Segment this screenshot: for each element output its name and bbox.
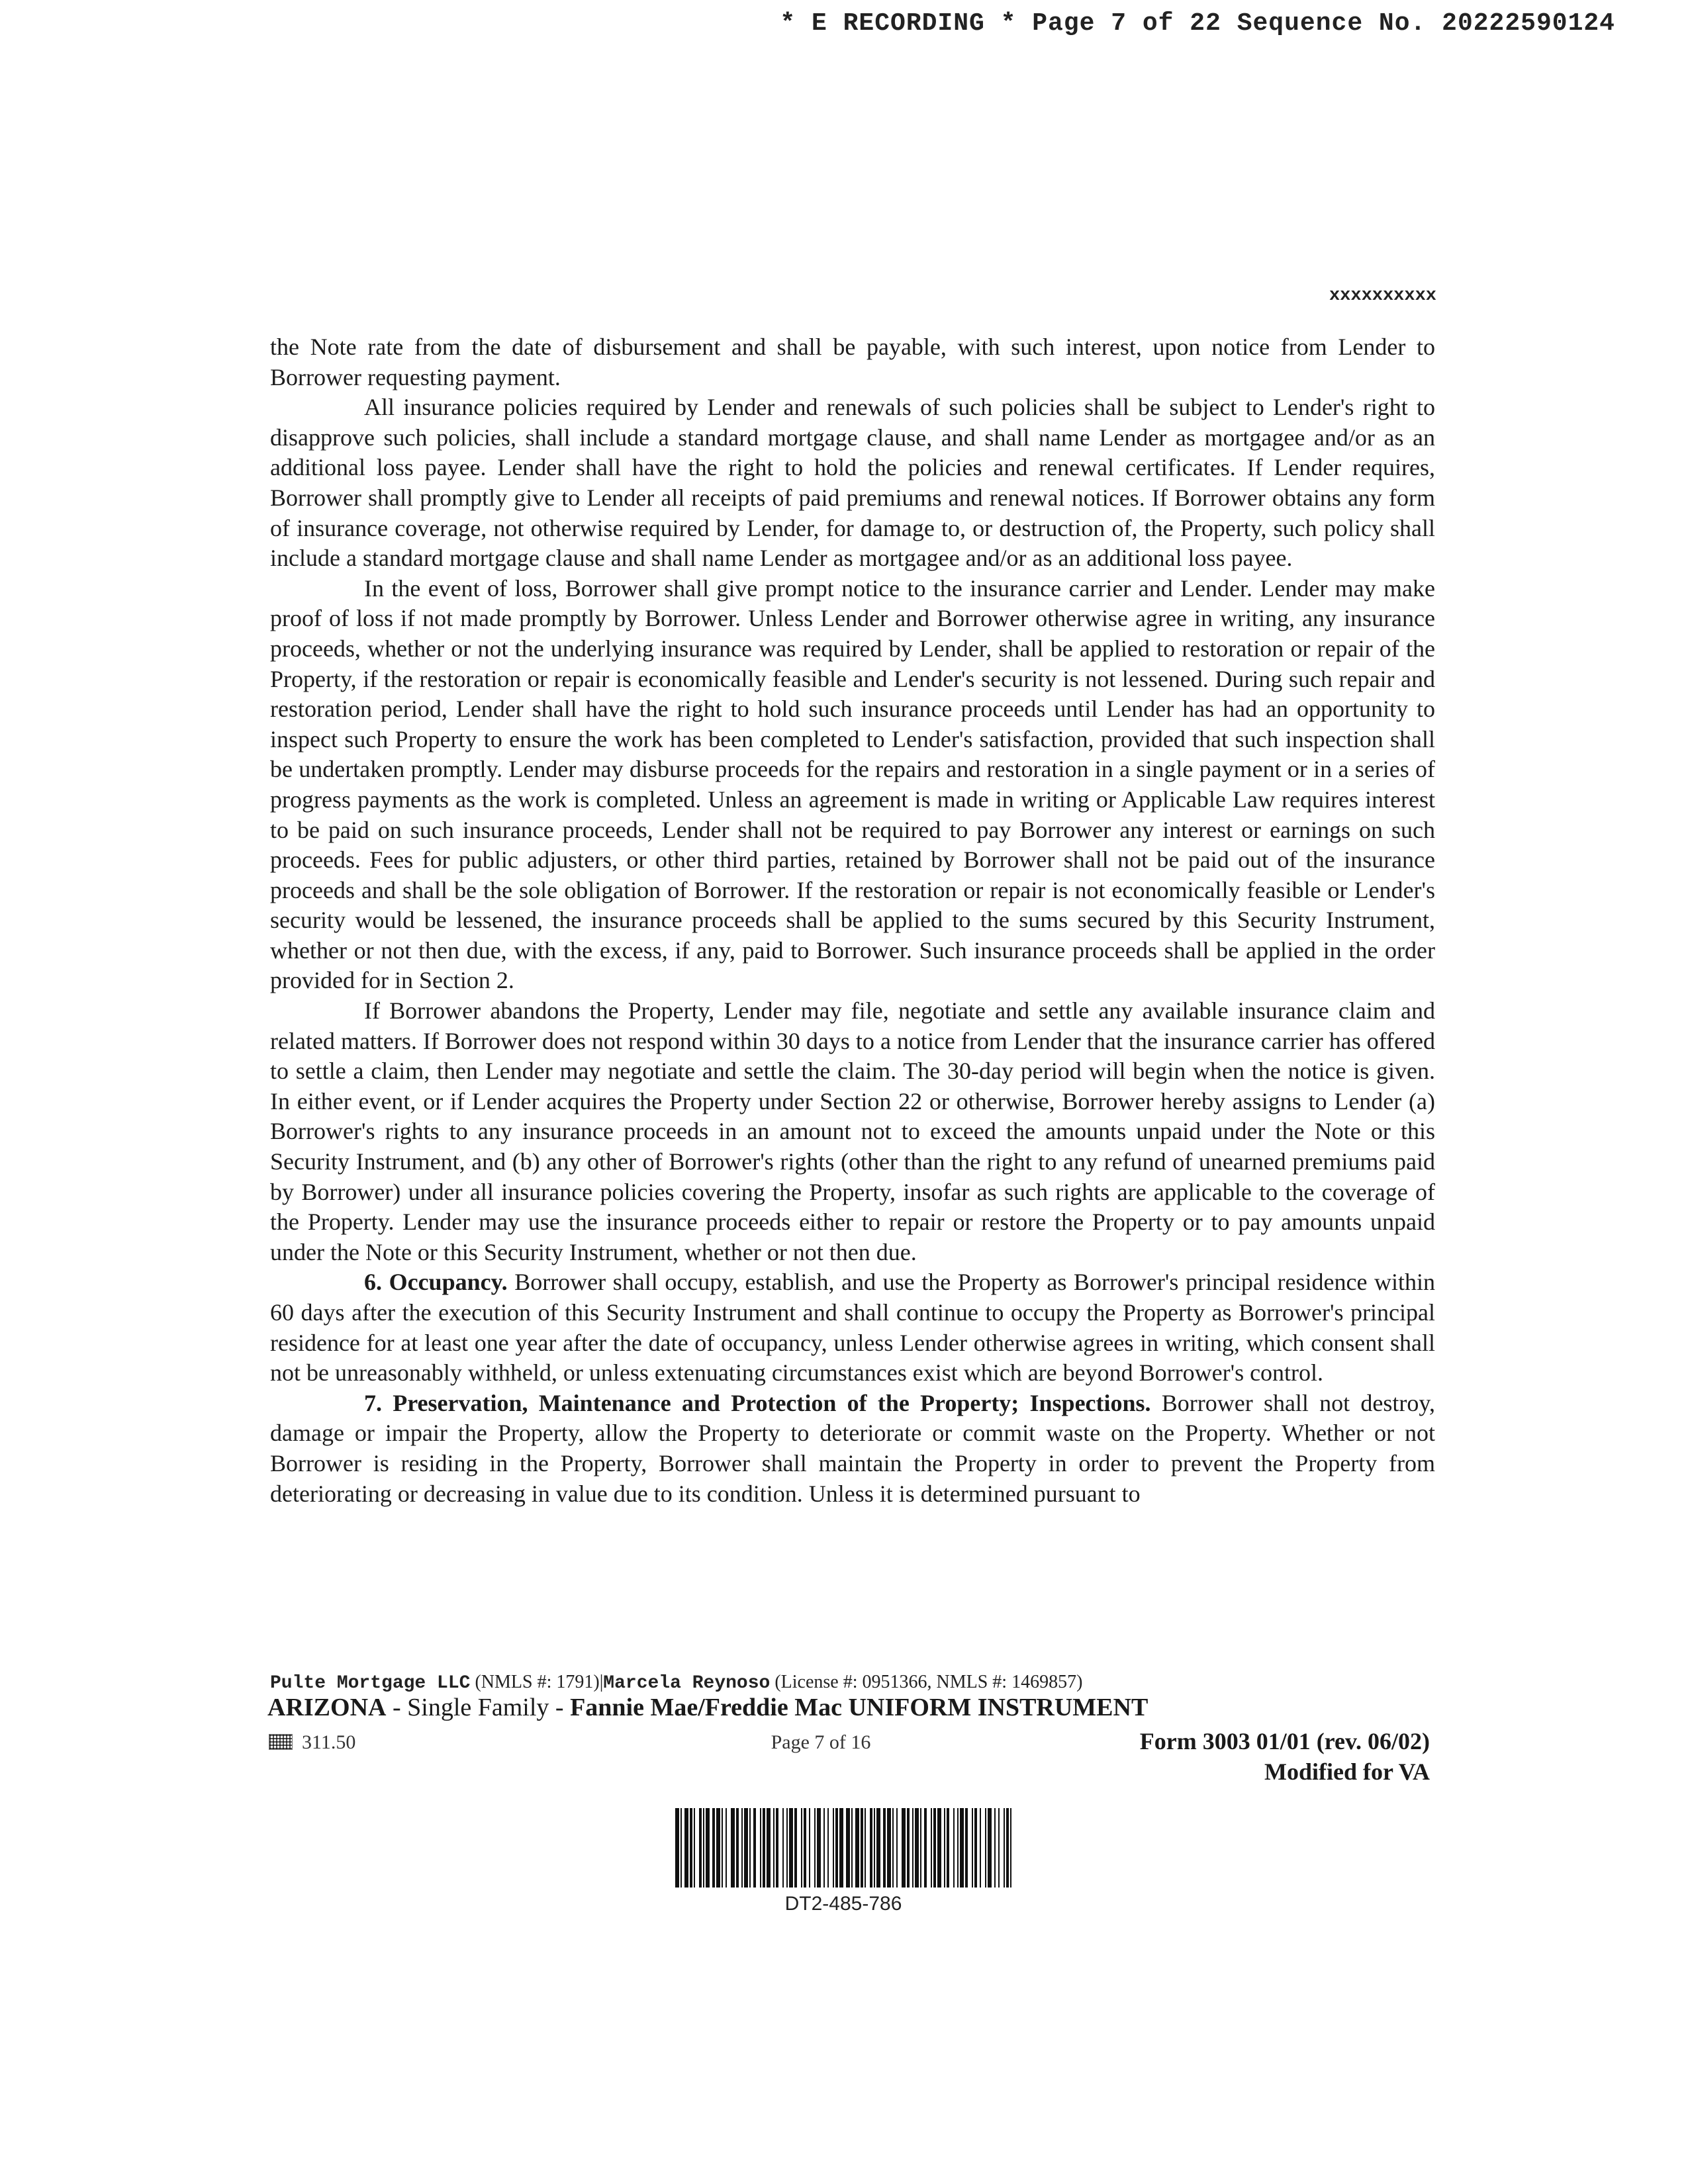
recording-header: * E RECORDING * Page 7 of 22 Sequence No. 20222590124 — [780, 9, 1615, 38]
footer-lender-line — [270, 1672, 1329, 1694]
originator-name: Marcela Reynoso — [603, 1673, 771, 1694]
form-name: Fannie Mae/Freddie Mac UNIFORM INSTRUMENT — [570, 1694, 1149, 1721]
barcode — [675, 1808, 1011, 1888]
barcode-text: DT2-485-786 — [784, 1893, 902, 1915]
page-number: Page 7 of 16 — [771, 1731, 871, 1753]
paragraph-text: Borrower shall not destroy, damage or impair the Property, allow the Property to deteriorate or commit waste on the Property. Whether or not Borrower is residing in the Property, Borrower shall maintain the Property in order to prevent the Property from deteriorating or decreasing in value due to its condition. Unless it is determined pursuant to — [270, 1389, 1435, 1507]
paragraph-text: If Borrower abandons the Property, Lender may file, negotiate and settle any available insurance claim and related matters. If Borrower does not respond within 30 days to a notice from Lender that the insurance carrier has offered to settle a claim, then Lender may negotiate and settle the claim. The 30-day period will begin when the notice is given. In either event, or if Lender acquires the Property under Section 22 or otherwise, Borrower hereby assigns to Lender (a) Borrower's rights to any insurance proceeds in an amount not to exceed the amounts unpaid under the Note or this Security Instrument, and (b) any other of Borrower's rights (other than the right to any refund of unearned premiums paid by Borrower) under all insurance policies covering the Property, insofar as such rights are applicable to the coverage of the Property. Lender may use the insurance proceeds either to repair or restore the Property or to pay amounts unpaid under the Note or this Security Instrument, whether or not then due. — [270, 997, 1435, 1265]
section-heading: 6. Occupancy. — [364, 1269, 508, 1296]
form-modified: Modified for VA — [1264, 1758, 1430, 1785]
loan-number-masked: xxxxxxxxxx — [1329, 286, 1436, 306]
originator-license: (License #: 0951366, NMLS #: 1469857) — [774, 1672, 1083, 1692]
form-code: 311.50 — [302, 1731, 356, 1753]
paragraph-text: Borrower shall occupy, establish, and use the Property as Borrower's principal residence within 60 days after the execution of this Security Instrument and shall continue to occupy the Property as Borrower's principal residence for at least one year after the date of occupancy, unless Lender otherwise agrees in writing, which consent shall not be unreasonably withheld, or unless extenuating circumstances exist which are beyond Borrower's control. — [270, 1269, 1436, 1387]
lender-name: Pulte Mortgage LLC — [270, 1673, 471, 1694]
footer-form-code — [269, 1731, 355, 1754]
paragraph-event-of-loss — [270, 574, 1435, 996]
paragraph-insurance-policies — [270, 392, 1435, 574]
form-description: - Single Family - — [386, 1694, 571, 1721]
state-name: ARIZONA — [267, 1694, 387, 1721]
footer-form-title — [267, 1693, 1260, 1722]
footer-form-number — [993, 1726, 1430, 1787]
form-number: Form 3003 01/01 (rev. 06/02) — [1139, 1728, 1430, 1754]
paragraph-continuation — [270, 332, 1435, 392]
lender-nmls: (NMLS #: 1791) — [475, 1672, 600, 1692]
paragraph-text: the Note rate from the date of disbursement and shall be payable, with such interest, upon notice from Lender to Borrower requesting payment. — [270, 334, 1435, 390]
section-occupancy — [270, 1267, 1435, 1388]
section-preservation — [270, 1388, 1435, 1509]
section-heading: 7. Preservation, Maintenance and Protection of the Property; Inspections. — [364, 1389, 1151, 1416]
document-code-icon — [269, 1734, 293, 1750]
paragraph-text: All insurance policies required by Lender and renewals of such policies shall be subject to Lender's right to disapprove such policies, shall include a standard mortgage clause, and shall name Lender as mortgagee and/or as an additional loss payee. Lender shall have the right to hold the policies and renewal certificates. If Lender requires, Borrower shall promptly give to Lender all receipts of paid premiums and renewal notices. If Borrower obtains any form of insurance coverage, not otherwise required by Lender, for damage to, or destruction of, the Property, such policy shall include a standard mortgage clause and shall name Lender as mortgagee and/or as an additional loss payee. — [270, 394, 1435, 572]
document-body — [270, 332, 1435, 1509]
paragraph-text: In the event of loss, Borrower shall give prompt notice to the insurance carrier and Lender. Lender may make proof of loss if not made promptly by Borrower. Unless Lender and Borrower otherwise agree in writing, any insurance proceeds, whether or not the underlying insurance was required by Lender, shall be applied to restoration or repair of the Property, if the restoration or repair is economically feasible and Lender's security is not lessened. During such repair and restoration period, Lender shall have the right to hold such insurance proceeds until Lender has had an opportunity to inspect such Property to ensure the work has been completed to Lender's satisfaction, provided that such inspection shall be undertaken promptly. Lender may disburse proceeds for the repairs and restoration in a single payment or in a series of progress payments as the work is completed. Unless an agreement is made in writing or Applicable Law requires interest to be paid on such insurance proceeds, Lender shall not be required to pay Borrower any interest or earnings on such proceeds. Fees for public adjusters, or other third parties, retained by Borrower shall not be paid out of the insurance proceeds and shall be the sole obligation of Borrower. If the restoration or repair is not economically feasible or Lender's security would be lessened, the insurance proceeds shall be applied to the sums secured by this Security Instrument, whether or not then due, with the excess, if any, paid to Borrower. Such insurance proceeds shall be applied in the order provided for in Section 2. — [270, 574, 1435, 994]
separator: | — [599, 1672, 604, 1692]
paragraph-abandonment — [270, 996, 1435, 1267]
